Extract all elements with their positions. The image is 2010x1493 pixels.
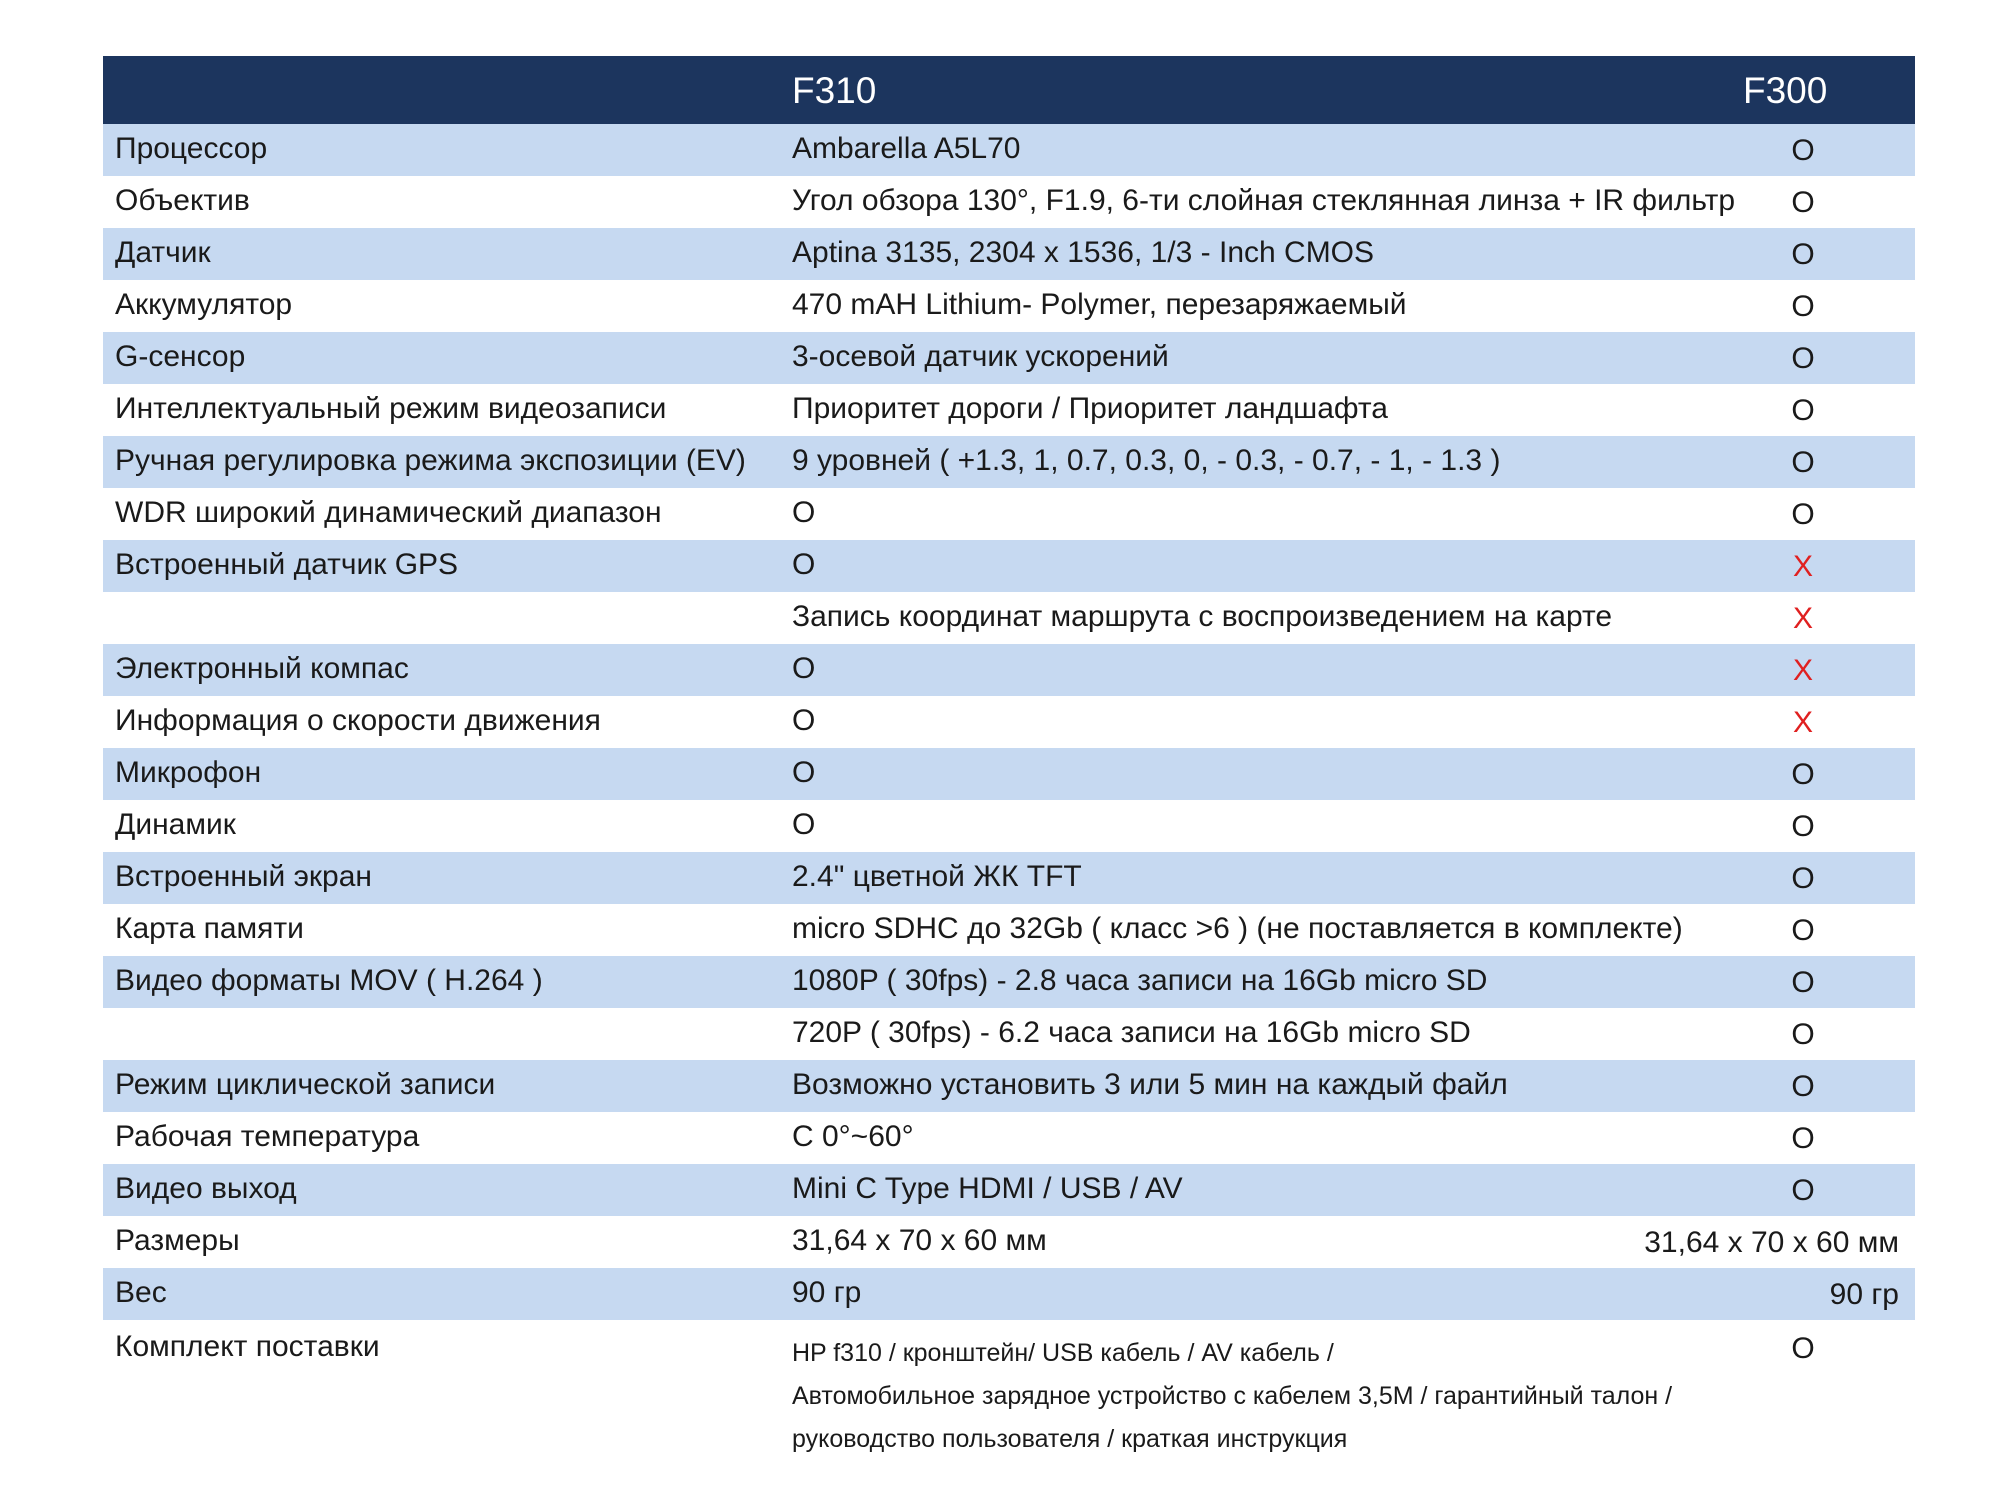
table-row xyxy=(103,1164,1915,1216)
f310-value: 470 mAH Lithium- Polymer, перезаряжаемый xyxy=(792,288,1407,321)
f300-value: O xyxy=(1791,1122,1815,1155)
kit-line: HP f310 / кронштейн/ USB кабель / AV кабель / xyxy=(792,1339,1334,1367)
f310-value: O xyxy=(792,496,816,529)
kit-contents xyxy=(792,1332,1672,1461)
f310-value: O xyxy=(792,548,816,581)
table-row-kit xyxy=(103,1320,1915,1453)
f310-value: O xyxy=(792,704,816,737)
feature-label: Режим циклической записи xyxy=(115,1068,496,1101)
table-row xyxy=(103,696,1915,748)
f300-no-mark: X xyxy=(1792,550,1813,583)
table-row xyxy=(103,280,1915,332)
f310-value: O xyxy=(792,808,816,841)
f300-value: O xyxy=(1791,446,1815,479)
feature-label: Аккумулятор xyxy=(115,288,293,321)
f310-value: 9 уровней ( +1.3, 1, 0.7, 0.3, 0, - 0.3, - 0.7, - 1, - 1.3 ) xyxy=(792,444,1501,477)
feature-label: Электронный компас xyxy=(115,652,409,685)
f300-value: O xyxy=(1791,134,1815,167)
f310-value: Ambarella A5L70 xyxy=(792,132,1021,165)
feature-label: Микрофон xyxy=(115,756,262,789)
f300-value: O xyxy=(1791,966,1815,999)
f310-value: Mini C Type HDMI / USB / AV xyxy=(792,1172,1183,1205)
feature-label: Видео форматы MOV ( H.264 ) xyxy=(115,964,543,997)
table-row xyxy=(103,800,1915,852)
table-row xyxy=(103,1008,1915,1060)
f300-value: O xyxy=(1791,186,1815,219)
f300-no-mark: X xyxy=(1792,706,1813,739)
feature-label: Процессор xyxy=(115,132,268,165)
table-row xyxy=(103,1060,1915,1112)
f310-value: Запись координат маршрута с воспроизведением на карте xyxy=(792,600,1613,633)
column-header-f300: F300 xyxy=(1743,70,1828,111)
feature-label: Вес xyxy=(115,1276,167,1309)
table-row xyxy=(103,436,1915,488)
f310-value: Aptina 3135, 2304 x 1536, 1/3 - Inch CMOS xyxy=(792,236,1375,269)
f310-value: 3-осевой датчик ускорений xyxy=(792,340,1169,373)
table-row xyxy=(103,540,1915,592)
feature-label: Интеллектуальный режим видеозаписи xyxy=(115,392,667,425)
table-header xyxy=(103,56,1915,124)
feature-label: Динамик xyxy=(115,808,236,841)
feature-label: Рабочая температура xyxy=(115,1120,420,1153)
kit-line: Автомобильное зарядное устройство с кабелем 3,5M / гарантийный талон / xyxy=(792,1382,1673,1410)
feature-label: Комплект поставки xyxy=(115,1330,380,1363)
f310-value: C 0°~60° xyxy=(792,1120,914,1153)
f310-value: Приоритет дороги / Приоритет ландшафта xyxy=(792,392,1388,425)
f300-no-mark: X xyxy=(1792,602,1813,635)
table-row xyxy=(103,1112,1915,1164)
feature-label: Размеры xyxy=(115,1224,240,1257)
f300-value: O xyxy=(1791,394,1815,427)
f310-value: Возможно установить 3 или 5 мин на каждый файл xyxy=(792,1068,1508,1101)
f300-value: O xyxy=(1791,238,1815,271)
f300-value: O xyxy=(1791,914,1815,947)
f310-value: 1080P ( 30fps) - 2.8 часа записи на 16Gb micro SD xyxy=(792,964,1488,997)
table-row xyxy=(103,384,1915,436)
feature-label: Встроенный датчик GPS xyxy=(115,548,459,581)
f300-value: O xyxy=(1791,1174,1815,1207)
kit-line: руководство пользователя / краткая инструкция xyxy=(792,1425,1348,1453)
feature-label: Ручная регулировка режима экспозиции (EV) xyxy=(115,444,746,477)
table-row xyxy=(103,592,1915,644)
f310-value: O xyxy=(792,756,816,789)
f300-value: O xyxy=(1791,758,1815,791)
feature-label: Объектив xyxy=(115,184,250,217)
table-row xyxy=(103,644,1915,696)
f300-value: O xyxy=(1791,1332,1815,1365)
feature-label: Видео выход xyxy=(115,1172,297,1205)
table-row xyxy=(103,124,1915,176)
table-row xyxy=(103,904,1915,956)
table-row xyxy=(103,1268,1915,1320)
table-body xyxy=(103,124,1915,1320)
table-row xyxy=(103,748,1915,800)
column-header-f310: F310 xyxy=(792,70,877,111)
f300-value: O xyxy=(1791,1070,1815,1103)
f310-value: Угол обзора 130°, F1.9, 6-ти слойная стеклянная линза + IR фильтр xyxy=(792,184,1736,217)
feature-label: WDR широкий динамический диапазон xyxy=(115,496,662,529)
f310-value: O xyxy=(792,652,816,685)
f300-value: O xyxy=(1791,1018,1815,1051)
spec-comparison-table xyxy=(103,56,1915,1453)
feature-label: Встроенный экран xyxy=(115,860,372,893)
f300-no-mark: X xyxy=(1792,654,1813,687)
table-row xyxy=(103,488,1915,540)
feature-label: Датчик xyxy=(115,236,211,269)
f310-value: 90 гр xyxy=(792,1276,862,1309)
table-row xyxy=(103,1216,1915,1268)
f300-value: O xyxy=(1791,862,1815,895)
f300-value: O xyxy=(1791,498,1815,531)
f310-value: 720P ( 30fps) - 6.2 часа записи на 16Gb micro SD xyxy=(792,1016,1471,1049)
f300-value: 31,64 x 70 x 60 мм xyxy=(1644,1226,1899,1259)
f300-value: O xyxy=(1791,810,1815,843)
f300-value: O xyxy=(1791,290,1815,323)
f310-value: micro SDHC до 32Gb ( класс >6 ) (не поставляется в комплекте) xyxy=(792,912,1683,945)
table-row xyxy=(103,228,1915,280)
f310-value: 31,64 x 70 x 60 мм xyxy=(792,1224,1047,1257)
f300-value: 90 гр xyxy=(1829,1278,1899,1311)
table-row xyxy=(103,852,1915,904)
feature-label: Информация о скорости движения xyxy=(115,704,601,737)
feature-label: G-сенсор xyxy=(115,340,246,373)
f310-value: 2.4" цветной ЖК TFT xyxy=(792,860,1082,893)
table-row xyxy=(103,176,1915,228)
feature-label: Карта памяти xyxy=(115,912,304,945)
table-row xyxy=(103,332,1915,384)
f300-value: O xyxy=(1791,342,1815,375)
table-row xyxy=(103,956,1915,1008)
